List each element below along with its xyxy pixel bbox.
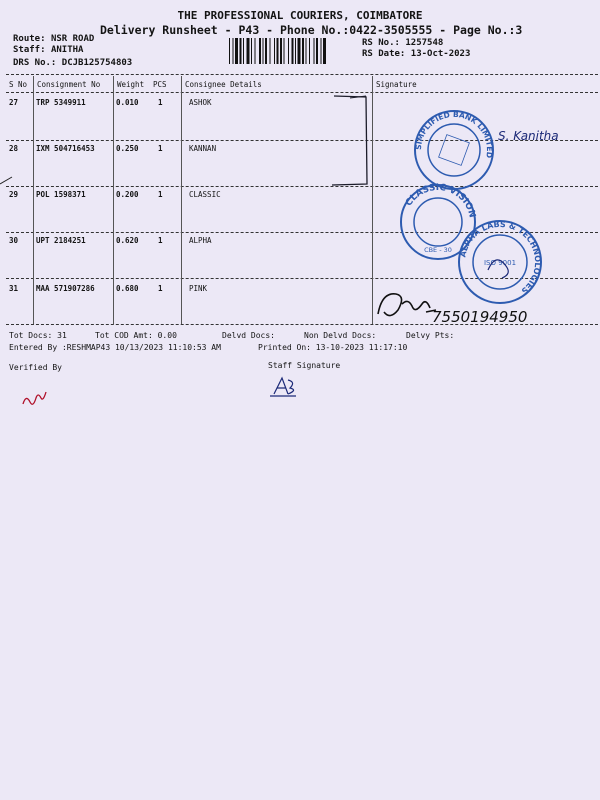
barcode-bar	[323, 38, 326, 64]
barcode-bar	[229, 38, 230, 64]
tot-docs: Tot Docs: 31	[9, 331, 67, 340]
non-delvd-docs: Non Delvd Docs:	[304, 331, 377, 340]
table-row-weight: 0.680	[116, 284, 139, 293]
barcode-bar	[309, 38, 310, 64]
barcode-bar	[235, 38, 238, 64]
table-row-sno: 28	[9, 144, 19, 153]
column-divider	[33, 76, 34, 324]
barcode-bar	[255, 38, 256, 64]
table-row-pcs: 1	[158, 144, 163, 153]
route-line	[13, 34, 94, 44]
column-divider	[181, 76, 182, 324]
delvd-docs: Delvd Docs:	[222, 331, 275, 340]
runsheet-title: Delivery Runsheet - P43 - Phone No.:0422-3505555 - Page No.:3	[100, 23, 523, 37]
staff-value: ANITHA	[50, 45, 84, 55]
barcode-bar	[233, 38, 234, 64]
table-row-consignee: CLASSIC	[189, 190, 221, 199]
printed-on: Printed On: 13-10-2023 11:17:10	[258, 343, 408, 352]
table-row-sno: 27	[9, 98, 19, 107]
table-row-consignee: ASHOK	[189, 98, 212, 107]
svg-text:SIMPLIFIED BANK LIMITED	[414, 110, 494, 159]
barcode-bar	[280, 38, 282, 64]
bank-stamp-icon	[412, 108, 496, 192]
drs-line	[13, 58, 132, 68]
staff-label: Staff:	[13, 45, 46, 55]
barcode-image	[229, 38, 357, 64]
row-rule	[6, 186, 598, 187]
table-row-weight: 0.200	[116, 190, 139, 199]
barcode-bar	[295, 38, 296, 64]
barcode-bar	[243, 38, 244, 64]
barcode-bar	[259, 38, 261, 64]
barcode-bar	[314, 38, 315, 64]
route-label: Route:	[13, 34, 46, 44]
barcode-bar	[292, 38, 294, 64]
col-header-weight: Weight	[117, 80, 145, 89]
table-header-rule	[6, 92, 598, 93]
pen-bracket-mark	[330, 92, 375, 192]
barcode-bar	[302, 38, 304, 64]
staff-line	[13, 45, 83, 55]
tot-cod-amt: Tot COD Amt: 0.00	[95, 331, 177, 340]
table-row-consignment: POL 1598371	[36, 190, 86, 199]
table-row-weight: 0.250	[116, 144, 139, 153]
table-row-consignee: PINK	[189, 284, 208, 293]
table-row-sno: 31	[9, 284, 19, 293]
barcode-bar	[274, 38, 275, 64]
verified-initials-mark	[20, 388, 50, 410]
route-value: NSR ROAD	[50, 34, 95, 44]
barcode-bar	[316, 38, 318, 64]
rs-date-value: 13-Oct-2023	[410, 49, 471, 59]
bank-stamp-text: SIMPLIFIED BANK LIMITED	[413, 109, 495, 159]
staff-signature-label: Staff Signature	[268, 361, 341, 370]
barcode-bar	[265, 38, 267, 64]
verified-by-label: Verified By	[9, 363, 62, 372]
table-row-pcs: 1	[158, 98, 163, 107]
barcode-bar	[263, 38, 264, 64]
rs-no-value: 1257548	[405, 38, 444, 48]
signature-text: S. Kanitha	[498, 129, 559, 143]
drs-value: DCJB125754803	[61, 58, 133, 68]
barcode-bar	[240, 38, 242, 64]
drs-label: DRS No.:	[13, 58, 57, 68]
col-header-consignment: Consignment No	[37, 80, 101, 89]
col-header-signature: Signature	[376, 80, 417, 89]
table-row-consignment: MAA 571907286	[36, 284, 95, 293]
staff-signature-mark	[268, 372, 302, 400]
table-row-sno: 30	[9, 236, 19, 245]
barcode-bar	[284, 38, 285, 64]
barcode-bar	[321, 38, 322, 64]
table-row-consignee: KANNAN	[189, 144, 217, 153]
col-header-consignee: Consignee Details	[185, 80, 262, 89]
table-row-consignment: TRP 5349911	[36, 98, 86, 107]
table-row-pcs: 1	[158, 236, 163, 245]
pen-tick-mark	[0, 175, 14, 185]
handwritten-phone	[430, 304, 550, 330]
alpha-stamp-subtext: ISO 9001	[483, 259, 517, 267]
table-row-weight: 0.010	[116, 98, 139, 107]
column-divider	[113, 76, 114, 324]
alpha-stamp-icon	[456, 218, 544, 306]
company-title: THE PROFESSIONAL COURIERS, COIMBATORE	[177, 9, 423, 22]
table-row-weight: 0.620	[116, 236, 139, 245]
alpha-stamp-text: ALPHA LABS & TECHNOLOGIES	[458, 219, 543, 296]
col-header-pcs: PCS	[153, 80, 167, 89]
table-row-pcs: 1	[158, 284, 163, 293]
table-top-rule	[6, 74, 598, 75]
classic-stamp-text: CLASSIC VISION	[404, 182, 477, 219]
entered-by: Entered By :RESHMAP43 10/13/2023 11:10:53 AM	[9, 343, 221, 352]
barcode-bar	[298, 38, 301, 64]
barcode-bar	[306, 38, 307, 64]
barcode-bar	[251, 38, 252, 64]
rs-no-label: RS No.:	[362, 38, 400, 48]
barcode-bar	[288, 38, 289, 64]
table-row-pcs: 1	[158, 190, 163, 199]
handwritten-signature	[496, 124, 576, 146]
barcode-bar	[277, 38, 279, 64]
classic-stamp-subtext: CBE - 30	[424, 246, 452, 254]
rs-no-line	[362, 38, 443, 48]
rs-date-label: RS Date:	[362, 49, 406, 59]
phone-text: 7550194950	[432, 308, 528, 326]
svg-text:ALPHA LABS & TECHNOLOGIES	[458, 220, 542, 296]
col-header-sno: S No	[9, 80, 28, 89]
table-row-consignment: UPT 2184251	[36, 236, 86, 245]
table-row-consignee: ALPHA	[189, 236, 212, 245]
barcode-bar	[247, 38, 250, 64]
table-row-consignment: IXM 504716453	[36, 144, 95, 153]
rs-date-line	[362, 49, 470, 59]
delvy-pts: Delvy Pts:	[406, 331, 455, 340]
table-row-sno: 29	[9, 190, 19, 199]
barcode-bar	[270, 38, 271, 64]
